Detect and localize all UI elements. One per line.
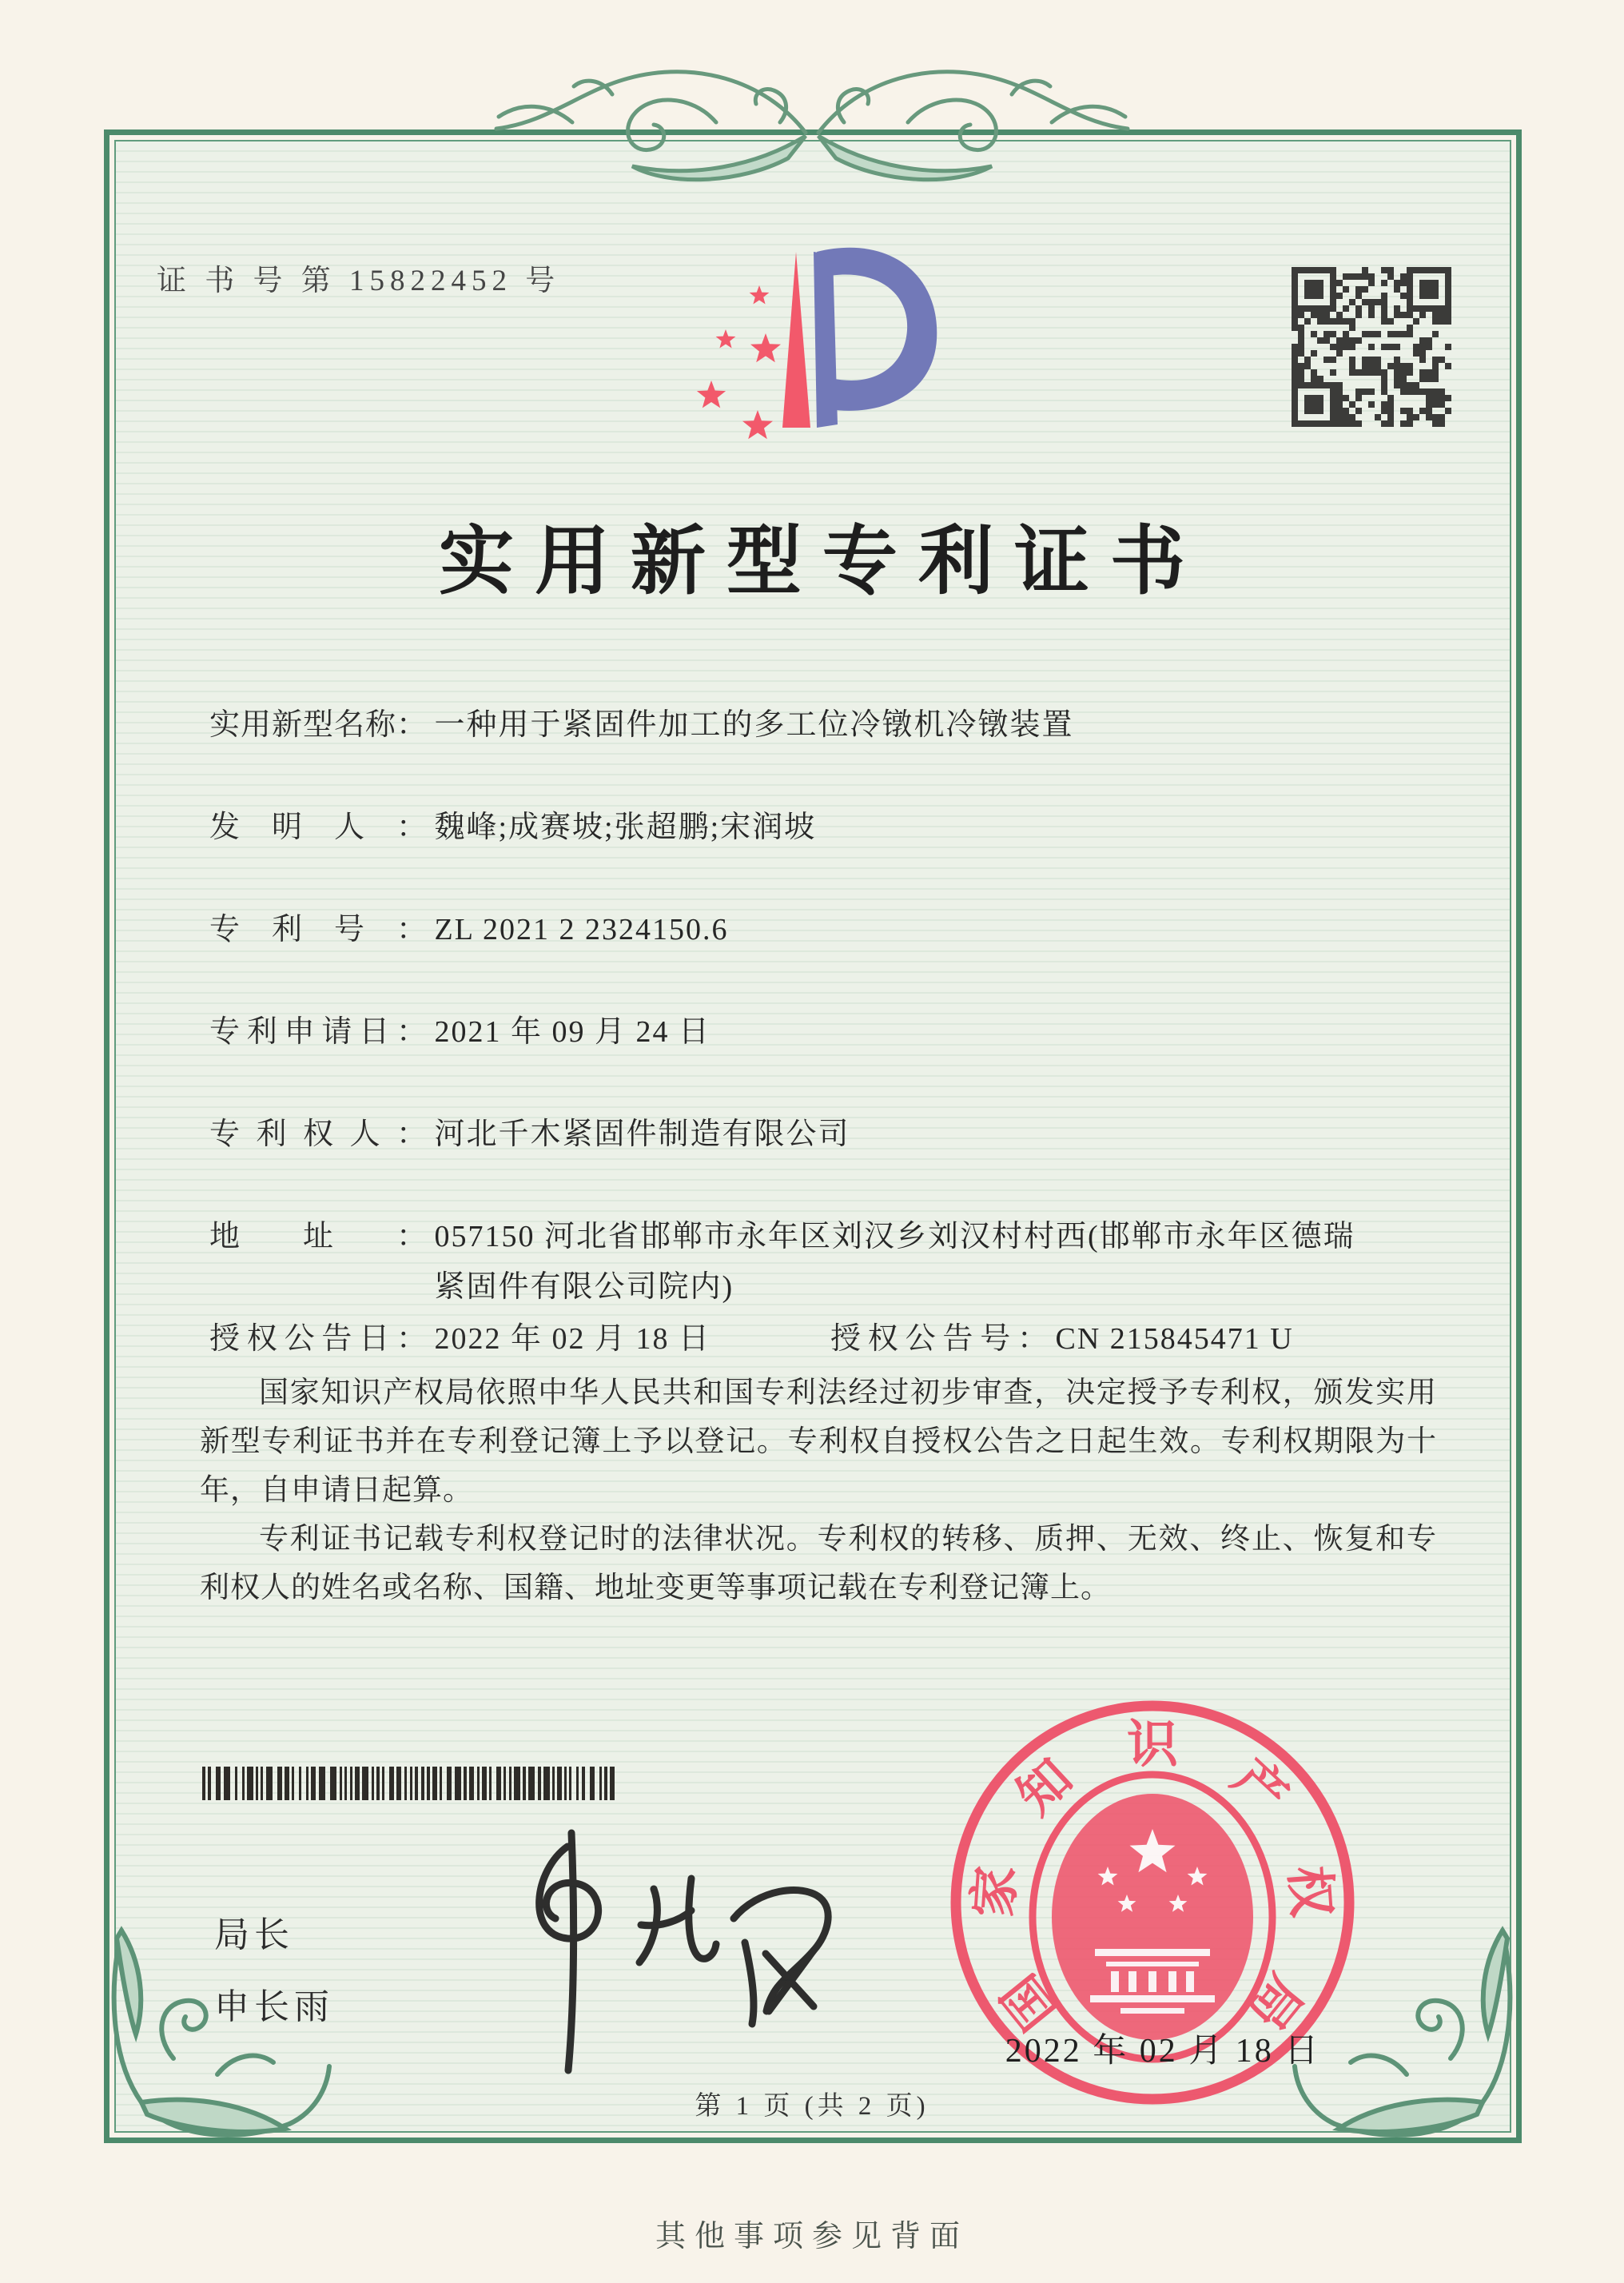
svg-text:局: 局 xyxy=(1236,1964,1314,2040)
svg-text:产: 产 xyxy=(1222,1748,1299,1826)
field-label: 授权公告日： xyxy=(209,1322,427,1356)
field-label: 专利号： xyxy=(209,913,427,946)
grant-number-value: CN 215845471 U xyxy=(1055,1322,1294,1356)
field-label: 发明人： xyxy=(209,811,427,844)
page-number: 第 1 页 (共 2 页) xyxy=(695,2092,929,2121)
field-utility-model-name xyxy=(209,700,1456,751)
director-title: 局长 xyxy=(214,1915,294,1954)
certificate-number: 证 书 号 第 15822452 号 xyxy=(157,265,561,297)
qr-code xyxy=(1288,264,1455,430)
cnipa-logo-icon xyxy=(663,228,983,484)
field-patent-number xyxy=(209,905,1456,955)
field-value: 河北千木紧固件制造有限公司 xyxy=(434,1118,850,1151)
back-side-note: 其他事项参见背面 xyxy=(655,2220,969,2253)
field-label: 实用新型名称： xyxy=(209,708,427,742)
field-value: 魏峰;成赛坡;张超鹏;宋润坡 xyxy=(434,811,817,844)
svg-text:识: 识 xyxy=(1127,1716,1178,1773)
legal-text xyxy=(200,1369,1437,1612)
field-value: ZL 2021 2 2324150.6 xyxy=(434,913,729,946)
certificate-title: 实用新型专利证书 xyxy=(438,520,1206,604)
field-label: 地址： xyxy=(209,1220,427,1253)
barcode xyxy=(202,1767,624,1802)
bottom-right-flourish-icon xyxy=(1287,1914,1526,2142)
svg-text:知: 知 xyxy=(1006,1748,1083,1826)
field-label: 专利权人： xyxy=(209,1118,427,1151)
svg-text:权: 权 xyxy=(1280,1863,1340,1919)
field-patentee xyxy=(209,1110,1456,1160)
field-address xyxy=(209,1212,1456,1313)
legal-paragraph-2: 专利证书记载专利权登记时的法律状况。专利权的转移、质押、无效、终止、恢复和专利权人的姓名或名称、国籍、地址变更等事项记载在专利登记簿上。 xyxy=(200,1523,1437,1604)
top-dragon-ornament-icon xyxy=(492,46,1132,214)
field-list xyxy=(209,700,1456,1416)
grant-date-value: 2022 年 02 月 18 日 xyxy=(434,1322,711,1356)
seal-date: 2022 年 02 月 18 日 xyxy=(1005,2033,1321,2070)
field-inventors xyxy=(209,803,1456,853)
field-label: 专利申请日： xyxy=(209,1015,427,1049)
director-signature-icon xyxy=(448,1813,863,2085)
field-label: 授权公告号： xyxy=(830,1322,1048,1356)
legal-paragraph-1: 国家知识产权局依照中华人民共和国专利法经过初步审查，决定授予专利权，颁发实用新型专利证书并在专利登记簿上予以登记。专利权自授权公告之日起生效。专利权期限为十年，自申请日起算。 xyxy=(200,1377,1437,1507)
svg-text:家: 家 xyxy=(965,1863,1025,1919)
director-name: 申长雨 xyxy=(214,1987,334,2026)
field-application-date xyxy=(209,1007,1456,1058)
bottom-left-flourish-icon xyxy=(98,1914,337,2142)
field-value: 057150 河北省邯郸市永年区刘汉乡刘汉村村西(邯郸市永年区德瑞紧固件有限公司院内) xyxy=(434,1220,1355,1304)
svg-text:国: 国 xyxy=(991,1964,1069,2040)
field-value: 2021 年 09 月 24 日 xyxy=(434,1015,711,1049)
field-grant-announcement xyxy=(209,1314,1456,1365)
field-value: 一种用于紧固件加工的多工位冷镦机冷镦装置 xyxy=(434,708,1074,742)
